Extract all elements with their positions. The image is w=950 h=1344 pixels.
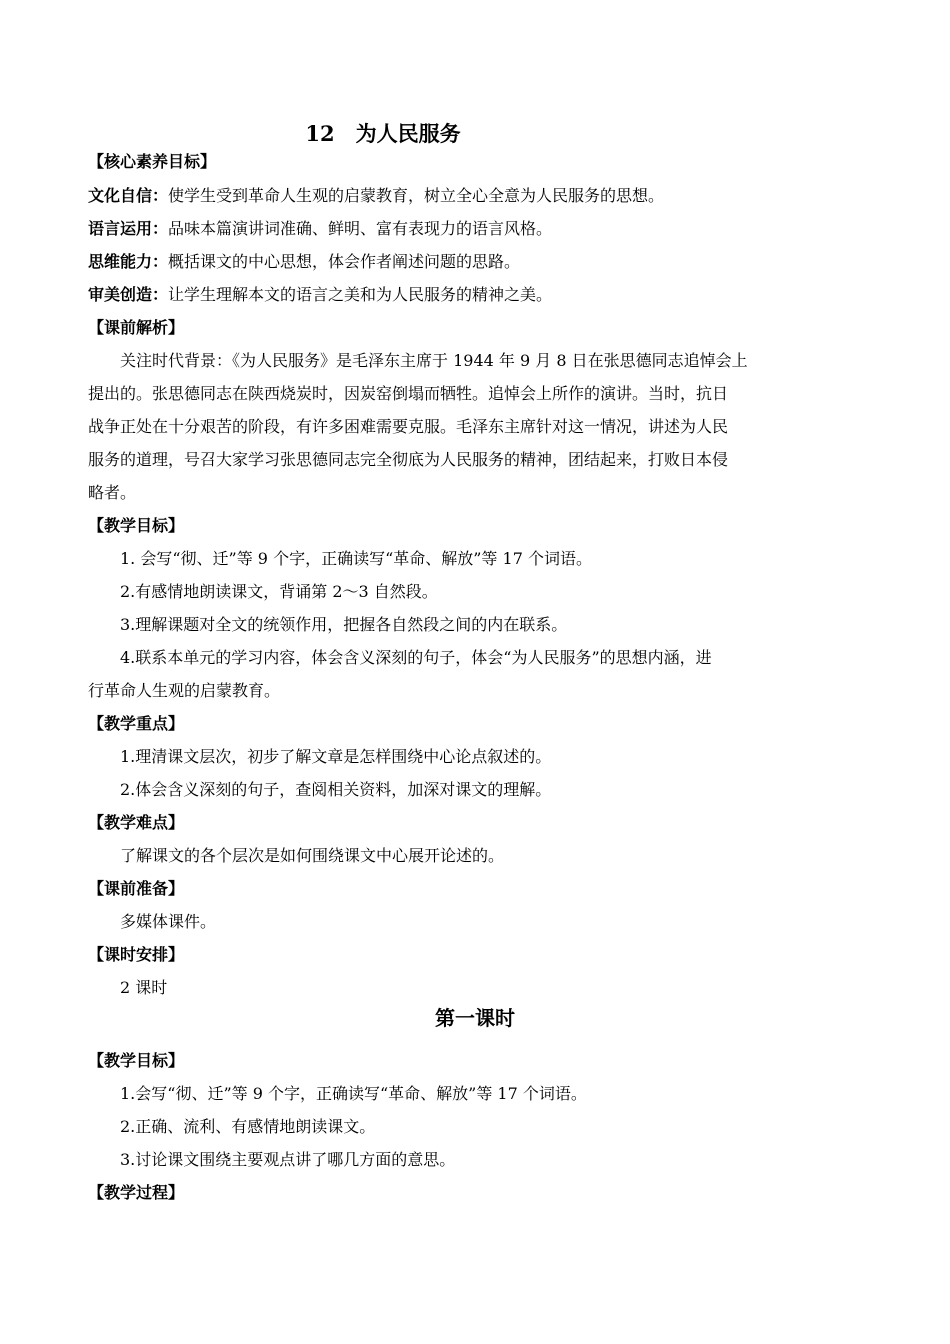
teaching-goal-item: 4.联系本单元的学习内容，体会含义深刻的句子，体会“为人民服务”的思想内涵，进 [120, 648, 712, 667]
teaching-goal-item: 2.有感情地朗读课文，背诵第 2～3 自然段。 [120, 582, 438, 601]
difficulty-heading: 【教学难点】 [88, 813, 185, 832]
goal-text: 品味本篇演讲词准确、鲜明、富有表现力的语言风格。 [168, 219, 553, 238]
teaching-goal-item: 1. 会写“彻、迁”等 9 个字，正确读写“革命、解放”等 17 个词语。 [120, 549, 592, 568]
page-title: 12 为人民服务 [305, 121, 461, 146]
lesson1-title: 第一课时 [435, 1006, 515, 1030]
goal-label: 审美创造： [88, 285, 169, 304]
goal-item [88, 245, 858, 278]
analysis-line: 略者。 [88, 483, 137, 502]
difficulty-text: 了解课文的各个层次是如何围绕课文中心展开论述的。 [120, 846, 505, 865]
goal-text: 概括课文的中心思想，体会作者阐述问题的思路。 [168, 252, 521, 271]
lesson1-goals-heading: 【教学目标】 [88, 1051, 185, 1070]
goal-text: 让学生理解本文的语言之美和为人民服务的精神之美。 [168, 285, 553, 304]
teaching-goals-heading: 【教学目标】 [88, 516, 185, 535]
prep-heading: 【课前准备】 [88, 879, 185, 898]
lesson1-goal-item: 3.讨论课文围绕主要观点讲了哪几方面的意思。 [120, 1150, 456, 1169]
lesson1-goal-item: 1.会写“彻、迁”等 9 个字，正确读写“革命、解放”等 17 个词语。 [120, 1084, 587, 1103]
lesson1-goal-item: 2.正确、流利、有感情地朗读课文。 [120, 1117, 376, 1136]
analysis-line: 战争正处在十分艰苦的阶段，有许多困难需要克服。毛泽东主席针对这一情况，讲述为人民 [88, 417, 729, 436]
prep-text: 多媒体课件。 [120, 912, 217, 931]
analysis-line: 提出的。张思德同志在陕西烧炭时，因炭窑倒塌而牺牲。追悼会上所作的演讲。当时，抗日 [88, 384, 729, 403]
analysis-line: 关注时代背景：《为人民服务》是毛泽东主席于 1944 年 9 月 8 日在张思德同志追悼会上 [120, 351, 748, 370]
goal-label: 文化自信： [88, 186, 169, 205]
analysis-heading: 【课前解析】 [88, 318, 185, 337]
process-heading: 【教学过程】 [88, 1183, 185, 1202]
goal-item [88, 278, 858, 311]
goal-label: 思维能力： [88, 252, 169, 271]
teaching-goal-item: 3.理解课题对全文的统领作用，把握各自然段之间的内在联系。 [120, 615, 568, 634]
goals-heading: 【核心素养目标】 [88, 152, 217, 171]
analysis-line: 服务的道理，号召大家学习张思德同志完全彻底为人民服务的精神，团结起来，打败日本侵 [88, 450, 729, 469]
key-points-heading: 【教学重点】 [88, 714, 185, 733]
schedule-text: 2 课时 [120, 978, 168, 997]
teaching-goal-item: 行革命人生观的启蒙教育。 [88, 681, 281, 700]
goal-item [88, 212, 858, 245]
schedule-heading: 【课时安排】 [88, 945, 185, 964]
key-point-item: 2.体会含义深刻的句子，查阅相关资料，加深对课文的理解。 [120, 780, 552, 799]
key-point-item: 1.理清课文层次，初步了解文章是怎样围绕中心论点叙述的。 [120, 747, 552, 766]
goal-text: 使学生受到革命人生观的启蒙教育，树立全心全意为人民服务的思想。 [168, 186, 665, 205]
goal-label: 语言运用： [88, 219, 169, 238]
goal-item [88, 179, 858, 212]
